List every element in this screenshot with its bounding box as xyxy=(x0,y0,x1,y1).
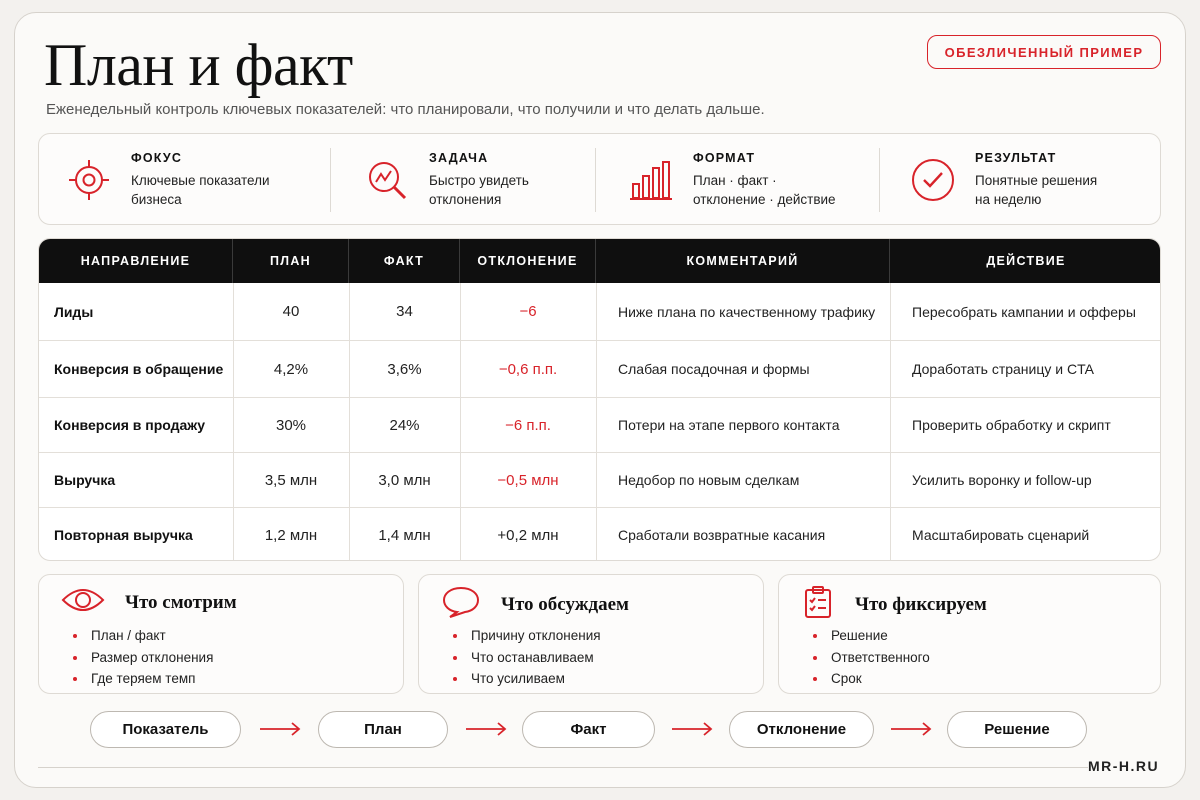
target-icon xyxy=(67,158,111,202)
plan-fact-table xyxy=(38,238,1161,561)
feature-title: ФОКУС xyxy=(131,151,183,165)
feature-desc: Понятные решения на неделю xyxy=(975,173,1098,207)
footer-divider xyxy=(38,767,1088,768)
row-plan: 30% xyxy=(275,416,307,434)
column-header: ОТКЛОНЕНИЕ xyxy=(460,239,596,283)
row-fact: 24% xyxy=(389,416,420,434)
box-list xyxy=(73,625,213,690)
divider xyxy=(330,148,331,212)
row-plan: 1,2 млн xyxy=(264,526,318,544)
feature-strip xyxy=(38,133,1161,225)
row-fact: 1,4 млн xyxy=(378,526,431,544)
row-plan: 4,2% xyxy=(273,360,309,378)
row-plan: 40 xyxy=(282,303,300,320)
page-title: План и факт xyxy=(44,32,353,98)
flow-step: Факт xyxy=(522,711,655,748)
feature-title: РЕЗУЛЬТАТ xyxy=(975,151,1057,165)
row-comment: Слабая посадочная и формы xyxy=(618,361,810,377)
list-item: Причину отклонения xyxy=(453,625,601,647)
feature-title: ЗАДАЧА xyxy=(429,151,489,165)
row-fact: 3,0 млн xyxy=(378,471,431,489)
anonymized-badge: ОБЕЗЛИЧЕННЫЙ ПРИМЕР xyxy=(927,35,1161,69)
column-header: ДЕЙСТВИЕ xyxy=(986,254,1066,268)
table-row xyxy=(39,283,1161,340)
column-divider xyxy=(233,283,234,561)
list-item: Что усиливаем xyxy=(453,668,601,690)
speech-bubble-icon xyxy=(441,585,481,624)
table-row xyxy=(39,397,1161,452)
row-action: Пересобрать кампании и офферы xyxy=(912,303,1136,320)
row-deviation: −0,6 п.п. xyxy=(498,360,558,378)
row-name: Конверсия в обращение xyxy=(54,361,224,377)
feature-title: ФОРМАТ xyxy=(693,151,756,165)
feature-desc: Быстро увидеть отклонения xyxy=(429,173,529,207)
feature-desc: Ключевые показатели бизнеса xyxy=(131,173,270,207)
row-comment: Ниже плана по качественному трафику xyxy=(618,303,876,320)
row-name: Выручка xyxy=(54,472,116,488)
table-row xyxy=(39,340,1161,397)
divider xyxy=(595,148,596,212)
box-what-we-record xyxy=(778,574,1161,694)
arrow-right-icon xyxy=(890,721,932,737)
row-name: Конверсия в продажу xyxy=(54,417,206,433)
column-divider xyxy=(596,283,597,561)
flow-step: План xyxy=(318,711,448,748)
feature-task xyxy=(365,134,529,226)
list-item: Что останавливаем xyxy=(453,647,601,669)
feature-result xyxy=(911,134,1097,226)
list-item: Решение xyxy=(813,625,930,647)
box-title: Что обсуждаем xyxy=(501,593,629,615)
feature-focus xyxy=(67,134,270,226)
table-row xyxy=(39,507,1161,561)
box-what-we-watch xyxy=(38,574,404,694)
row-plan: 3,5 млн xyxy=(264,471,318,489)
row-fact: 3,6% xyxy=(387,360,422,378)
flow-step: Решение xyxy=(947,711,1087,748)
row-name: Лиды xyxy=(54,303,94,320)
list-item: Размер отклонения xyxy=(73,647,213,669)
row-comment: Сработали возвратные касания xyxy=(618,527,826,543)
arrow-right-icon xyxy=(671,721,713,737)
row-action: Доработать страницу и CTA xyxy=(912,361,1094,377)
box-title: Что фиксируем xyxy=(855,593,987,615)
column-header: НАПРАВЛЕНИЕ xyxy=(39,239,233,283)
row-comment: Потери на этапе первого контакта xyxy=(618,417,840,433)
clipboard-icon xyxy=(801,585,835,624)
row-deviation: −6 xyxy=(519,303,537,320)
row-deviation: −6 п.п. xyxy=(505,416,551,434)
chart-search-icon xyxy=(365,158,409,202)
table-row xyxy=(39,452,1161,507)
box-what-we-discuss xyxy=(418,574,764,694)
table-header xyxy=(39,239,1161,283)
row-action: Усилить воронку и follow-up xyxy=(912,472,1092,488)
divider xyxy=(879,148,880,212)
feature-desc: План · факт · отклонение · действие xyxy=(693,173,836,207)
column-divider xyxy=(460,283,461,561)
column-divider xyxy=(890,283,891,561)
footer-site: MR-H.RU xyxy=(1088,758,1160,774)
list-item: Ответственного xyxy=(813,647,930,669)
list-item: План / факт xyxy=(73,625,213,647)
box-title: Что смотрим xyxy=(125,591,237,613)
list-item: Где теряем темп xyxy=(73,668,213,690)
arrow-right-icon xyxy=(465,721,507,737)
row-fact: 34 xyxy=(396,303,413,320)
column-header: ФАКТ xyxy=(349,239,460,283)
column-header: ПЛАН xyxy=(233,239,349,283)
arrow-right-icon xyxy=(259,721,301,737)
page-subtitle: Еженедельный контроль ключевых показателей: что планировали, что получили и что делать дальше. xyxy=(46,101,765,118)
row-deviation: +0,2 млн xyxy=(497,526,559,544)
flow-step: Отклонение xyxy=(729,711,874,748)
row-comment: Недобор по новым сделкам xyxy=(618,472,800,488)
row-action: Проверить обработку и скрипт xyxy=(912,417,1111,433)
column-header: КОММЕНТАРИЙ xyxy=(596,239,890,283)
column-divider xyxy=(349,283,350,561)
box-list xyxy=(453,625,601,690)
row-action: Масштабировать сценарий xyxy=(912,527,1090,543)
eye-icon xyxy=(61,585,105,620)
feature-format xyxy=(629,134,836,226)
row-name: Повторная выручка xyxy=(54,527,193,543)
box-list xyxy=(813,625,930,690)
check-circle-icon xyxy=(911,158,955,202)
flow-step: Показатель xyxy=(90,711,241,748)
bar-chart-icon xyxy=(629,158,673,202)
row-deviation: −0,5 млн xyxy=(497,471,559,489)
list-item: Срок xyxy=(813,668,930,690)
